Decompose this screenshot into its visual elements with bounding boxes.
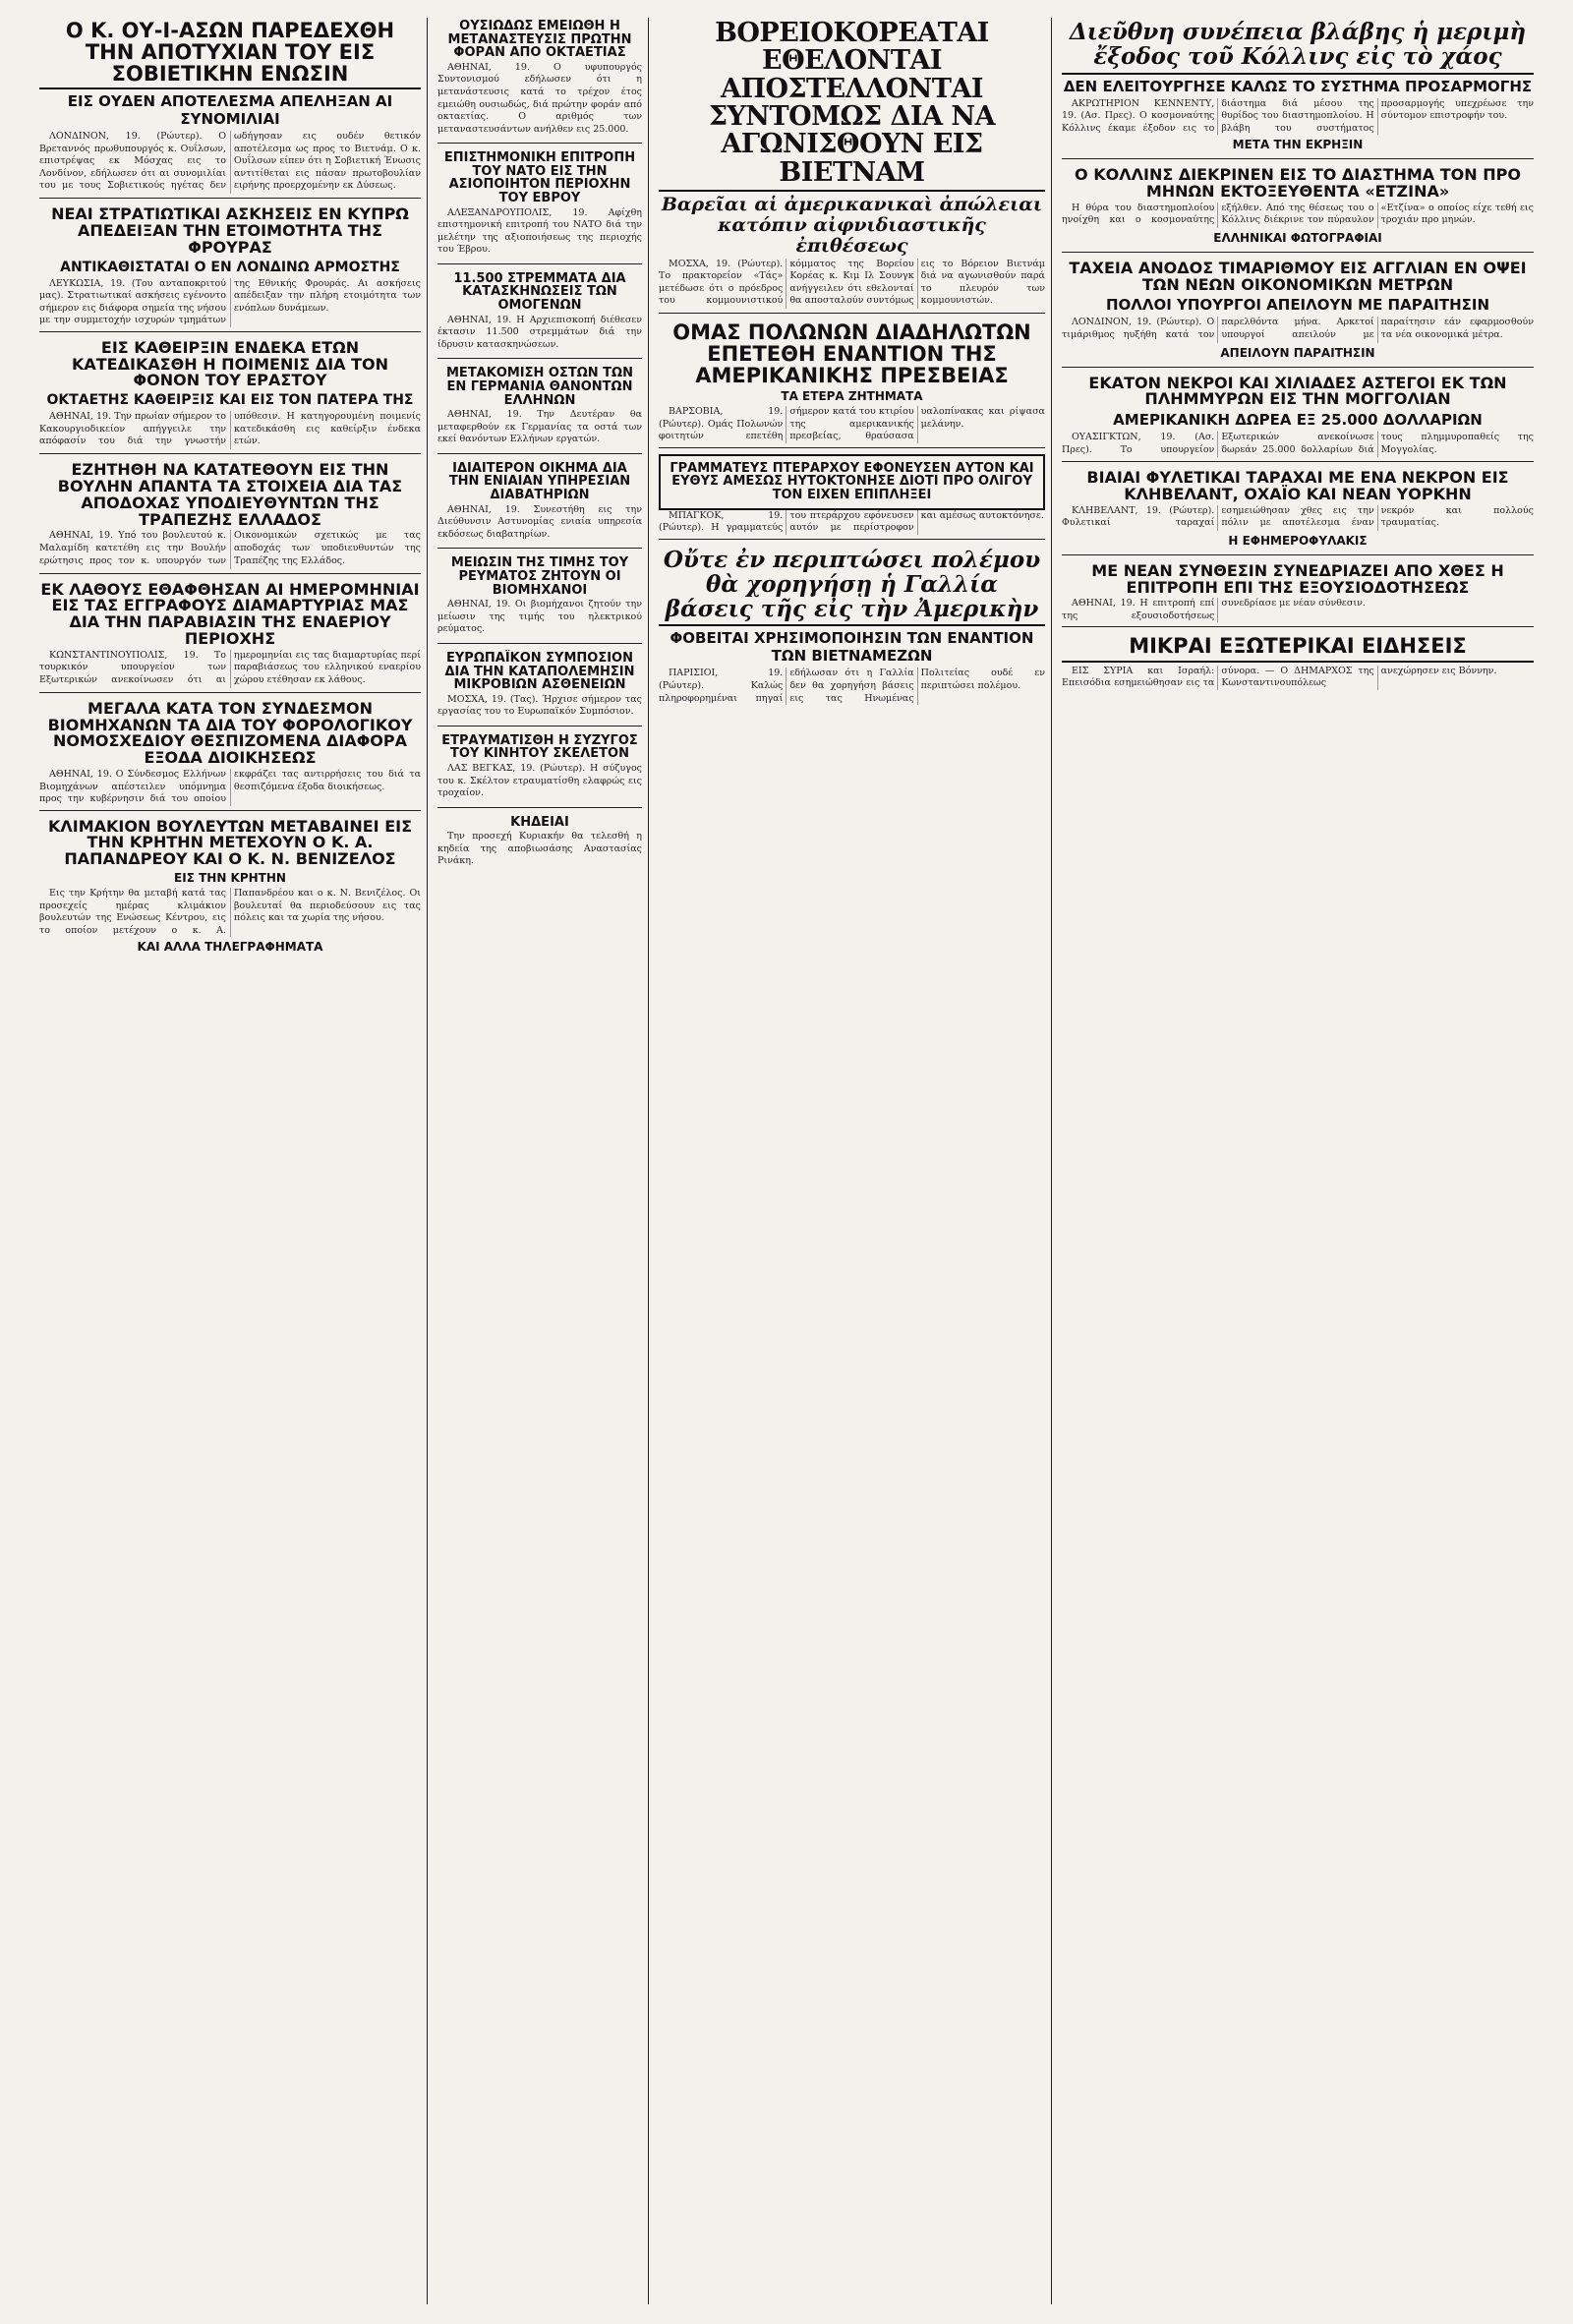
headline: ΕΠΙΣΤΗΜΟΝΙΚΗ ΕΠΙΤΡΟΠΗ ΤΟΥ ΝΑΤΟ ΕΙΣ ΤΗΝ ΑΣΙΟΠΟΙΗΤΟΝ ΠΕΡΙΟΧΗΝ ΤΟΥ ΕΒΡΟΥ <box>443 150 636 206</box>
headline: ΕΤΡΑΥΜΑΤΙΣΘΗ Η ΣΥΖΥΓΟΣ ΤΟΥ ΚΙΝΗΤΟΥ ΣΚΕΛΕΤΟΝ <box>441 732 638 762</box>
article-body: ΟΥΑΣΙΓΚΤΩΝ, 19. (Ασ. Πρες). Το υπουργείον Εξωτερικών ανεκοίνωσε δωρεάν 25.000 δολλαρίων διά τους πλημμυροπαθείς της Μογγολίας. <box>1062 432 1534 455</box>
article-nato <box>437 149 642 264</box>
article-body: ΑΘΗΝΑΙ, 19. Οι βιομήχανοι ζητούν την μείωσιν της τιμής του ηλεκτρικού ρεύματος. <box>437 599 642 635</box>
boxed-headline <box>659 454 1045 510</box>
subheadline-2: ΜΕΤΑ ΤΗΝ ΕΚΡΗΞΙΝ <box>1232 138 1364 152</box>
headline: Ο Κ. ΟΥ-Ι-ΑΣΩΝ ΠΑΡΕΔΕΧΘΗ ΤΗΝ ΑΠΟΤΥΧΙΑΝ ΤΟΥ ΕΙΣ ΣΟΒΙΕΤΙΚΗΝ ΕΝΩΣΙΝ <box>65 19 395 87</box>
article-bank <box>39 460 421 573</box>
article-electricity <box>437 554 642 644</box>
article-emigration <box>437 18 642 144</box>
article-bones <box>437 365 642 454</box>
article-body: ΕΙΣ ΣΥΡΙΑ και Ισραήλ: Επεισόδια εσημειώθησαν εις τα σύνορα. — Ο ΔΗΜΑΡΧΟΣ της Κωνσταντινουπόλεως ανεχώρησεν εις Βόννην. <box>1062 665 1497 689</box>
headline: Διεῦθνη συνέπεια βλάβης ἡ μεριμὴ ἔξοδος τοῦ Κόλλινς εἰς τὸ χάος <box>1069 19 1527 71</box>
headline: ΜΕΓΑΛΑ ΚΑΤΑ ΤΟΝ ΣΥΝΔΕΣΜΟΝ ΒΙΟΜΗΧΑΝΩΝ ΤΑ ΔΙΑ ΤΟΥ ΦΟΡΟΛΟΓΙΚΟΥ ΝΟΜΟΣΧΕΔΙΟΥ ΘΕΣΠΙΖΟΜΕΝΑ ΔΙΑΦΟΡΑ ΕΞΟΔΑ ΔΙΟΙΚΗΣΕΩΣ <box>47 698 413 768</box>
article-secretary <box>659 454 1045 540</box>
subheadline: ΑΝΤΙΚΑΘΙΣΤΑΤΑΙ Ο ΕΝ ΛΟΝΔΙΝΩ ΑΡΜΟΣΤΗΣ <box>60 259 400 275</box>
article-body: ΑΚΡΩΤΗΡΙΟΝ ΚΕΝΝΕΝΤΥ, 19. (Ασ. Πρες). Ο κοσμοναύτης Κόλλινς έκαμε έξοδον εις το διάστημα διά μέσου της θυρίδος του διαστημοπλοίου. Η βλάβη του συστήματος προσαρμογής υπεχρέωσε την σύντομον επιστροφήν του. <box>1062 97 1534 134</box>
subheadline: Η ΕΦΗΜΕΡΟΦΥΛΑΚΙΣ <box>1228 533 1368 548</box>
column-1 <box>39 18 428 2304</box>
subheadline: ΟΚΤΑΕΤΗΣ ΚΑΘΕΙΡΞΙΣ ΚΑΙ ΕΙΣ ΤΟΝ ΠΑΤΕΡΑ ΤΗΣ <box>46 392 414 409</box>
article-foreign-briefs <box>1062 633 1534 2304</box>
article-body: ΛΑΣ ΒΕΓΚΑΣ, 19. (Ρώυτερ). Η σύζυγος του κ. Σκέλτον ετραυματίσθη ελαφρώς εις τροχαίον. <box>437 763 642 799</box>
subheadline: ΔΕΝ ΕΛΕΙΤΟΥΡΓΗΣΕ ΚΑΛΩΣ ΤΟ ΣΥΣΤΗΜΑ ΠΡΟΣΑΡΜΟΓΗΣ <box>1063 77 1533 95</box>
article-skelton <box>437 732 642 808</box>
column-2 <box>437 18 649 2304</box>
article-mongolia <box>1062 374 1534 463</box>
headline: ΜΕΙΩΣΙΝ ΤΗΣ ΤΙΜΗΣ ΤΟΥ ΡΕΥΜΑΤΟΣ ΖΗΤΟΥΝ ΟΙ ΒΙΟΜΗΧΑΝΟΙ <box>450 555 629 598</box>
article-shepherdess <box>39 338 421 454</box>
article-body: ΚΛΗΒΕΛΑΝΤ, 19. (Ρώυτερ). Φυλετικαί ταραχαί εσημειώθησαν χθες εις την πόλιν με αποτέλεσμα έναν νεκρόν και πολλούς τραυματίας. <box>1062 504 1534 529</box>
article-riots <box>1062 468 1534 555</box>
article-acres <box>437 270 642 360</box>
headline: ΕΚ ΛΑΘΟΥΣ ΕΘΑΦΘΗΣΑΝ ΑΙ ΗΜΕΡΟΜΗΝΙΑΙ ΕΙΣ ΤΑΣ ΕΓΓΡΑΦΟΥΣ ΔΙΑΜΑΡΤΥΡΙΑΣ ΜΑΣ ΔΙΑ ΤΗΝ ΠΑΡΑΒΙΑΣΙΝ ΤΗΣ ΕΝΑΕΡΙΟΥ ΠΕΡΙΟΧΗΣ <box>40 579 420 648</box>
subheadline-2: ΚΑΙ ΑΛΛΑ ΤΗΛΕΓΡΑΦΗΜΑΤΑ <box>137 940 323 955</box>
headline: ΟΥΣΙΩΔΩΣ ΕΜΕΙΩΘΗ Η ΜΕΤΑΝΑΣΤΕΥΣΙΣ ΠΡΩΤΗΝ ΦΟΡΑΝ ΑΠΟ ΟΚΤΑΕΤΙΑΣ <box>447 19 632 61</box>
subheadline: ΕΛΛΗΝΙΚΑΙ ΦΩΤΟΓΡΑΦΙΑΙ <box>1213 230 1382 245</box>
article-committee <box>1062 561 1534 628</box>
article-dates <box>39 580 421 693</box>
column-3 <box>659 18 1052 2304</box>
article-body: ΜΟΣΧΑ, 19. (Ρώυτερ). Το πρακτορείον «Τάς» μετέδωσε ότι ο πρόεδρος του κομμουνιστικού κόμματος της Βορείου Κορέας κ. Κιμ Ιλ Σουνγκ ανήγγειλεν ότι εθελονταί θα αποσταλούν συντόμως εις το Βόρειον Βιετνάμ διά να αγωνισθούν παρά το πλευρόν των κομμουνιστών. <box>659 258 1045 307</box>
article-body: ΛΕΥΚΩΣΙΑ, 19. (Του ανταποκριτού μας). Στρατιωτικαί ασκήσεις εγένοντο σήμερον εις διάφορα σημεία της νήσου με την συμμετοχήν ισχυρών τμημάτων της Εθνικής Φρουράς. Αι ασκήσεις απέδειξαν την πλήρη ετοιμότητα των ενόπλων δυνάμεων. <box>39 277 421 326</box>
subheadline: ΠΟΛΛΟΙ ΥΠΟΥΡΓΟΙ ΑΠΕΙΛΟΥΝ ΜΕ ΠΑΡΑΙΤΗΣΙΝ <box>1105 296 1490 315</box>
article-passports <box>437 460 642 550</box>
article-korea <box>659 18 1045 314</box>
subheadline: ΑΜΕΡΙΚΑΝΙΚΗ ΔΩΡΕΑ ΕΞ 25.000 ΔΟΛΛΑΡΙΩΝ <box>1113 411 1483 430</box>
headline: ΙΔΙΑΙΤΕΡΟΝ ΟΙΚΗΜΑ ΔΙΑ ΤΗΝ ΕΝΙΑΙΑΝ ΥΠΗΡΕΣΙΑΝ ΔΙΑΒΑΤΗΡΙΩΝ <box>448 460 631 503</box>
article-polish-protest <box>659 320 1045 448</box>
article-body: ΜΟΣΧΑ, 19. (Τας). Ήρχισε σήμερον τας εργασίας του το Ευρωπαϊκόν Συμπόσιον. <box>437 693 642 718</box>
italic-subheadline: Βαρεῖαι αἱ ἀμερικανικαὶ ἀπώλειαι κατόπιν αἰφνιδιαστικῆς ἐπιθέσεως <box>661 194 1043 257</box>
headline: ΕΖΗΤΗΘΗ ΝΑ ΚΑΤΑΤΕΘΟΥΝ ΕΙΣ ΤΗΝ ΒΟΥΛΗΝ ΑΠΑΝΤΑ ΤΑ ΣΤΟΙΧΕΙΑ ΔΙΑ ΤΑΣ ΑΠΟΔΟΧΑΣ ΥΠΟΔΙΕΥΘΥΝΤΩΝ ΤΗΣ ΤΡΑΠΕΖΗΣ ΕΛΛΑΔΟΣ <box>57 460 403 529</box>
article-body: ΑΘΗΝΑΙ, 19. Η επιτροπή επί της εξουσιοδοτήσεως συνεδρίασε με νέαν σύνθεσιν. <box>1062 598 1366 621</box>
article-body: ΜΠΑΓΚΟΚ, 19. (Ρώυτερ). Η γραμματεύς του πτεράρχου εφόνευσεν αυτόν με περίστροφον και αμέσως αυτοκτόνησε. <box>659 509 1044 534</box>
article-body: ΚΩΝΣΤΑΝΤΙΝΟΥΠΟΛΙΣ, 19. Το τουρκικόν υπουργείον των Εξωτερικών ανεκοίνωσεν ότι αι ημερομηνίαι εις τας διαμαρτυρίας περί παραβιάσεως του ελληνικού εναερίου χώρου ετέθησαν εκ λάθους. <box>39 649 421 685</box>
article-body: ΑΘΗΝΑΙ, 19. Υπό του βουλευτού κ. Μαλαμίδη κατετέθη εις την Βουλήν ερώτησις προς τον κ. υπουργόν των Οικονομικών σχετικώς με τας αποδοχάς των υποδιευθυντών της Τραπέζης της Ελλάδος. <box>39 530 421 566</box>
headline: ΜΕ ΝΕΑΝ ΣΥΝΘΕΣΙΝ ΣΥΝΕΔΡΙΑΖΕΙ ΑΠΟ ΧΘΕΣ Η ΕΠΙΤΡΟΠΗ ΕΠΙ ΤΗΣ ΕΞΟΥΣΙΟΔΟΤΗΣΕΩΣ <box>1091 560 1504 597</box>
article-body: ΠΑΡΙΣΙΟΙ, 19. (Ρώυτερ). Καλώς πληροφορημέναι πηγαί εδήλωσαν ότι η Γαλλία δεν θα χορηγήση βάσεις εις τας Ηνωμένας Πολιτείας ουδέ εν περιπτώσει πολέμου. <box>659 668 1045 704</box>
headline: ΟΜΑΣ ΠΟΛΩΝΩΝ ΔΙΑΔΗΛΩΤΩΝ ΕΠΕΤΕΘΗ ΕΝΑΝΤΙΟΝ ΤΗΣ ΑΜΕΡΙΚΑΝΙΚΗΣ ΠΡΕΣΒΕΙΑΣ <box>672 320 1031 387</box>
article-body: Εις την Κρήτην θα μεταβή κατά τας προσεχείς ημέρας κλιμάκιον βουλευτών της Ενώσεως Κέντρου, εις το οποίον μετέχουν ο κ. Α. Παπανδρέου και ο κ. Ν. Βενιζέλος. Οι βουλευταί θα περιοδεύσουν εις τας πόλεις και τα χωρία της νήσου. <box>39 888 421 936</box>
subheadline: ΕΙΣ ΟΥΔΕΝ ΑΠΟΤΕΛΕΣΜΑ ΑΠΕΛΗΞΑΝ ΑΙ ΣΥΝΟΜΙΛΙΑΙ <box>67 92 393 129</box>
headline: ΜΕΤΑΚΟΜΙΣΗ ΟΣΤΩΝ ΤΩΝ ΕΝ ΓΕΡΜΑΝΙΑ ΘΑΝΟΝΤΩΝ ΕΛΛΗΝΩΝ <box>446 366 633 408</box>
article-body: ΑΘΗΝΑΙ, 19. Η Αρχιεπισκοπή διέθεσεν έκτασιν 11.500 στρεμμάτων διά την ίδρυσιν κατασκηνώσεων. <box>437 314 642 350</box>
article-agena <box>1062 165 1534 253</box>
headline: ΕΥΡΩΠΑΪΚΟΝ ΣΥΜΠΟΣΙΟΝ ΔΙΑ ΤΗΝ ΚΑΤΑΠΟΛΕΜΗΣΙΝ ΜΙΚΡΟΒΙΩΝ ΑΣΘΕΝΕΙΩΝ <box>444 650 635 693</box>
headline: ΝΕΑΙ ΣΤΡΑΤΙΩΤΙΚΑΙ ΑΣΚΗΣΕΙΣ ΕΝ ΚΥΠΡΩ ΑΠΕΔΕΙΞΑΝ ΤΗΝ ΕΤΟΙΜΟΤΗΤΑ ΤΗΣ ΦΡΟΥΡΑΣ <box>51 204 409 257</box>
headline: ΤΑΧΕΙΑ ΑΝΟΔΟΣ ΤΙΜΑΡΙΘΜΟΥ ΕΙΣ ΑΓΓΛΙΑΝ ΕΝ ΟΨΕΙ ΤΩΝ ΝΕΩΝ ΟΙΚΟΝΟΜΙΚΩΝ ΜΕΤΡΩΝ <box>1069 258 1527 294</box>
article-body: Η θύρα του διαστημοπλοίου ηνοίχθη και ο κοσμοναύτης εξήλθεν. Από της θέσεως του ο Κόλλινς διέκρινε τον πύραυλον «Ετζίνα» ο οποίος είχε τεθή εις τροχιάν προ μηνών. <box>1062 202 1534 226</box>
article-france-bases <box>659 546 1045 2304</box>
article-crete <box>39 817 421 2304</box>
article-inflation <box>1062 259 1534 368</box>
headline: ΕΚΑΤΟΝ ΝΕΚΡΟΙ ΚΑΙ ΧΙΛΙΑΔΕΣ ΑΣΤΕΓΟΙ ΕΚ ΤΩΝ ΠΛΗΜΜΥΡΩΝ ΕΙΣ ΤΗΝ ΜΟΓΓΟΛΙΑΝ <box>1088 373 1507 409</box>
article-symposium <box>437 650 642 726</box>
article-cyprus <box>39 204 421 332</box>
headline: Οὔτε ἐν περιπτώσει πολέμου θὰ χορηγήσῃ ἡ Γαλλία βάσεις τῆς εἰς τὴν Ἀμερικὴν <box>663 546 1041 623</box>
article-body: ΛΟΝΔΙΝΟΝ, 19. (Ρώυτερ). Ο Βρεταννός πρωθυπουργός κ. Ουΐλσων, επιστρέψας εκ Μόσχας εις το Λονδίνον, εδήλωσεν ότι αι συνομιλίαι του με τους Σοβιετικούς ηγέτας δεν ωδήγησαν εις ουδέν θετικόν αποτέλεσμα ως προς το Βιετνάμ. Ο κ. Ουΐλσων είπεν ότι η Σοβιετική Ένωσις αντιτίθεται εις πάσαν πρωτοβουλίαν ειρήνης προερχομένην εκ Δύσεως. <box>39 131 421 192</box>
article-body: ΑΘΗΝΑΙ, 19. Συνεστήθη εις την Διεύθυνσιν Αστυνομίας ενιαία υπηρεσία εκδόσεως διαβατηρίων. <box>437 503 642 540</box>
subheadline: ΤΑ ΕΤΕΡΑ ΖΗΤΗΜΑΤΑ <box>781 389 923 403</box>
subheadline-2: ΑΠΕΙΛΟΥΝ ΠΑΡΑΙΤΗΣΙΝ <box>1220 345 1375 360</box>
article-body: Την προσεχή Κυριακήν θα τελεσθή η κηδεία της αποβιωσάσης Αναστασίας Ρινάκη. <box>437 831 642 867</box>
headline: ΒΙΑΙΑΙ ΦΥΛΕΤΙΚΑΙ ΤΑΡΑΧΑΙ ΜΕ ΕΝΑ ΝΕΚΡΟΝ ΕΙΣ ΚΛΗΒΕΛΑΝΤ, ΟΧΑΪΟ ΚΑΙ ΝΕΑΝ ΥΟΡΚΗΝ <box>1086 468 1509 503</box>
subheadline: ΦΟΒΕΙΤΑΙ ΧΡΗΣΙΜΟΠΟΙΗΣΙΝ ΤΩΝ ΕΝΑΝΤΙΟΝ ΤΩΝ ΒΙΕΤΝΑΜΕΖΩΝ <box>670 629 1034 666</box>
article-collins <box>1062 18 1534 159</box>
subheadline: ΕΙΣ ΤΗΝ ΚΡΗΤΗΝ <box>174 871 286 886</box>
headline: Ο ΚΟΛΛΙΝΣ ΔΙΕΚΡΙΝΕΝ ΕΙΣ ΤΟ ΔΙΑΣΤΗΜΑ ΤΟΝ ΠΡΟ ΜΗΝΩΝ ΕΚΤΟΞΕΥΘΕΝΤΑ «ΕΤΖΙΝΑ» <box>1075 165 1521 201</box>
article-funerals <box>437 814 642 2304</box>
article-body: ΒΑΡΣΟΒΙΑ, 19. (Ρώυτερ). Ομάς Πολωνών φοιτητών επετέθη σήμερον κατά του κτιρίου της αμερικανικής πρεσβείας, θραύσασα υαλοπίνακας και ρίψασα μελάνην. <box>659 406 1045 442</box>
article-body: ΑΘΗΝΑΙ, 19. Ο Σύνδεσμος Ελλήνων Βιομηχάνων απέστειλεν υπόμνημα προς την κυβέρνησιν διά του οποίου εκφράζει τας αντιρρήσεις του διά τα θεσπιζόμενα έξοδα διοικήσεως. <box>39 769 421 805</box>
article-body: ΑΘΗΝΑΙ, 19. Την πρωίαν σήμερον το Κακουργιοδικείον απήγγειλε την απόφασίν του διά την γνωστήν υπόθεσιν. Η κατηγορουμένη ποιμενίς κατεδικάσθη εις καθείρξιν ένδεκα ετών. <box>39 411 421 447</box>
column-4 <box>1062 18 1534 2304</box>
headline: ΕΙΣ ΚΑΘΕΙΡΞΙΝ ΕΝΔΕΚΑ ΕΤΩΝ ΚΑΤΕΔΙΚΑΣΘΗ Η ΠΟΙΜΕΝΙΣ ΔΙΑ ΤΟΝ ΦΟΝΟΝ ΤΟΥ ΕΡΑΣΤΟΥ <box>71 337 389 390</box>
article-wilson <box>39 18 421 199</box>
article-body: ΑΘΗΝΑΙ, 19. Ο υφυπουργός Συντονισμού εδήλωσεν ότι η μετανάστευσις κατά το τρέχον έτος εμειώθη ουσιωδώς, διά πρώτην φοράν από οκταετίας. Ο αριθμός των μεταναστευσάντων ανήλθεν εις 25.000. <box>437 61 642 135</box>
article-industrialists <box>39 699 421 811</box>
article-body: ΑΛΕΞΑΝΔΡΟΥΠΟΛΙΣ, 19. Αφίχθη επιστημονική επιτροπή του ΝΑΤΟ διά την μελέτην της αξιοποιήσεως της περιοχής του Έβρου. <box>437 206 642 256</box>
headline: 11.500 ΣΤΡΕΜΜΑΤΑ ΔΙΑ ΚΑΤΑΣΚΗΝΩΣΕΙΣ ΤΩΝ ΟΜΟΓΕΝΩΝ <box>453 270 626 314</box>
headline: ΚΛΙΜΑΚΙΟΝ ΒΟΥΛΕΥΤΩΝ ΜΕΤΑΒΑΙΝΕΙ ΕΙΣ ΤΗΝ ΚΡΗΤΗΝ ΜΕΤΕΧΟΥΝ Ο Κ. Α. ΠΑΠΑΝΔΡΕΟΥ ΚΑΙ Ο Κ. Ν. ΒΕΝΙΖΕΛΟΣ <box>47 816 413 869</box>
headline: ΚΗΔΕΙΑΙ <box>510 814 569 830</box>
headline: ΓΡΑΜΜΑΤΕΥΣ ΠΤΕΡΑΡΧΟΥ ΕΦΟΝΕΥΣΕΝ ΑΥΤΟΝ ΚΑΙ ΕΥΘΥΣ ΑΜΕΣΩΣ ΗΥΤΟΚΤΟΝΗΣΕ ΔΙΟΤΙ ΠΡΟ ΟΛΙΓΟΥ ΤΟΝ ΕΙΧΕΝ ΕΠΙΠΛΗΞΕΙ <box>670 460 1034 502</box>
article-body: ΛΟΝΔΙΝΟΝ, 19. (Ρώυτερ). Ο τιμάριθμος ηυξήθη κατά τον παρελθόντα μήνα. Αρκετοί υπουργοί απειλούν με παραίτησιν εάν εφαρμοσθούν τα νέα οικονομικά μέτρα. <box>1062 317 1534 340</box>
headline: ΜΙΚΡΑΙ ΕΞΩΤΕΡΙΚΑΙ ΕΙΔΗΣΕΙΣ <box>1129 634 1467 659</box>
headline: ΒΟΡΕΙΟΚΟΡΕΑΤΑΙ ΕΘΕΛΟΝΤΑΙ ΑΠΟΣΤΕΛΛΟΝΤΑΙ ΣΥΝΤΟΜΩΣ ΔΙΑ ΝΑ ΑΓΩΝΙΣΘΟΥΝ ΕΙΣ ΒΙΕΤΝΑΜ <box>708 18 996 188</box>
article-body: ΑΘΗΝΑΙ, 19. Την Δευτέραν θα μεταφερθούν εκ Γερμανίας τα οστά των εκεί θανόντων Ελλήνων εργατών. <box>437 409 642 445</box>
